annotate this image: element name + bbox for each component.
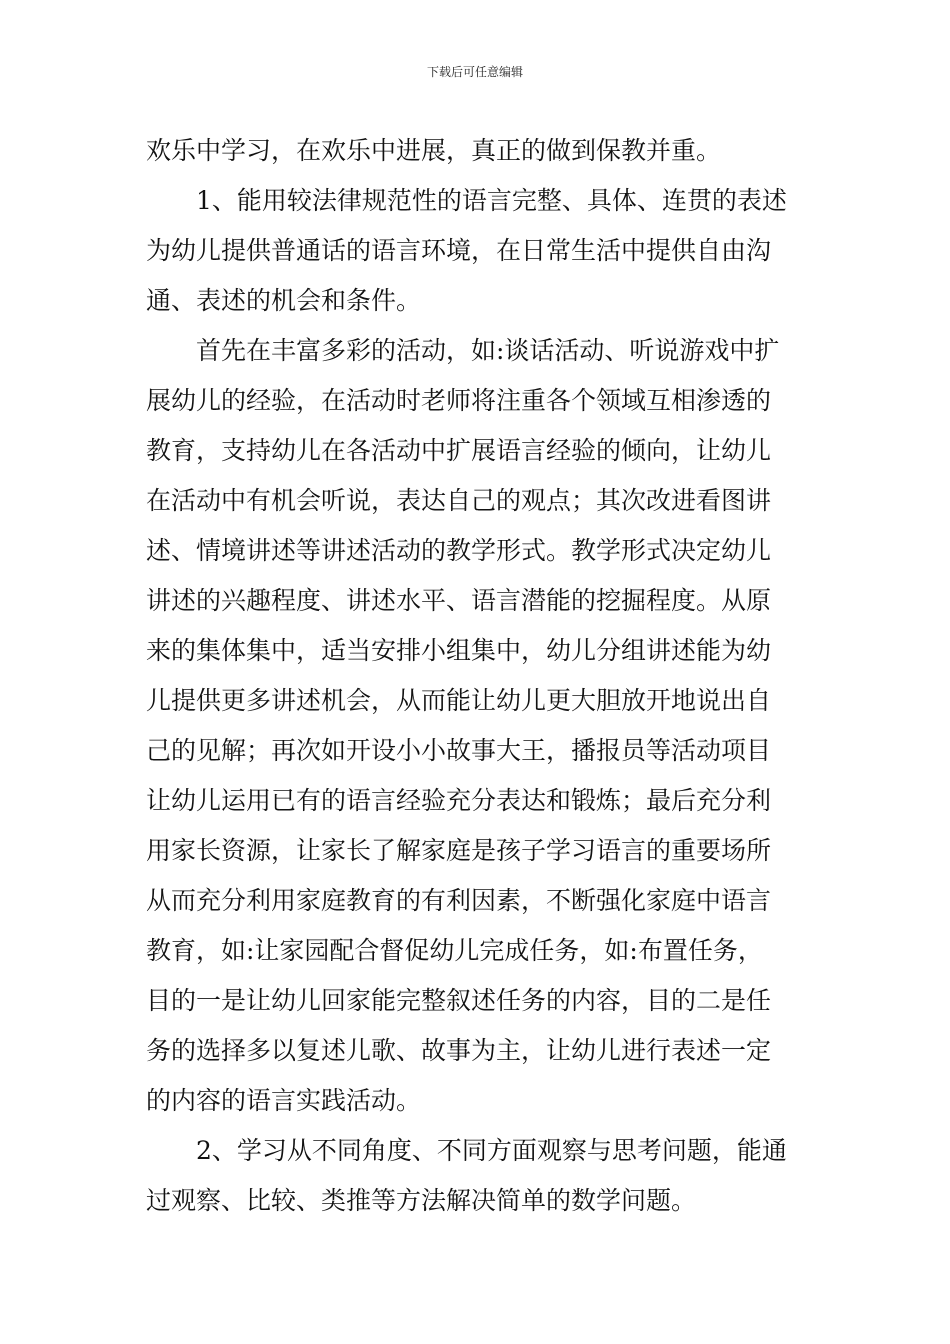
paragraph-start-line: 2、学习从不同角度、不同方面观察与思考问题，能通 [196,1136,787,1165]
text-line: 己的见解；再次如开设小小故事大王，播报员等活动项目 [146,736,772,765]
text-line: 通、表述的机会和条件。 [146,286,422,315]
text-line: 来的集体集中，适当安排小组集中，幼儿分组讲述能为幼 [146,636,772,665]
text-line: 务的选择多以复述儿歌、故事为主，让幼儿进行表述一定 [146,1036,772,1065]
paragraph-start-line: 1、能用较法律规范性的语言完整、具体、连贯的表述 [196,186,787,215]
text-line: 目的一是让幼儿回家能完整叙述任务的内容，目的二是任 [146,986,772,1015]
text-line: 过观察、比较、类推等方法解决简单的数学问题。 [146,1186,697,1215]
paragraph-start-line: 首先在丰富多彩的活动，如:谈话活动、听说游戏中扩 [196,336,780,365]
text-line: 展幼儿的经验，在活动时老师将注重各个领域互相渗透的 [146,386,772,415]
text-line: 从而充分利用家庭教育的有利因素，不断强化家庭中语言 [146,886,772,915]
text-line: 在活动中有机会听说，表达自己的观点；其次改进看图讲 [146,486,772,515]
page-header: 下载后可任意编辑 [426,65,523,79]
text-line: 为幼儿提供普通话的语言环境，在日常生活中提供自由沟 [146,236,772,265]
text-line: 教育，支持幼儿在各活动中扩展语言经验的倾向，让幼儿 [146,436,772,465]
text-line: 让幼儿运用已有的语言经验充分表达和锻炼；最后充分利 [146,786,772,815]
text-line: 用家长资源，让家长了解家庭是孩子学习语言的重要场所 [146,836,772,865]
text-line: 欢乐中学习，在欢乐中进展，真正的做到保教并重。 [146,136,722,165]
text-line: 儿提供更多讲述机会，从而能让幼儿更大胆放开地说出自 [146,686,772,715]
document-body [146,126,808,1226]
text-line: 教育，如:让家园配合督促幼儿完成任务，如:布置任务， [146,936,763,965]
text-line: 的内容的语言实践活动。 [146,1086,422,1115]
text-line: 讲述的兴趣程度、讲述水平、语言潜能的挖掘程度。从原 [146,586,772,615]
text-line: 述、情境讲述等讲述活动的教学形式。教学形式决定幼儿 [146,536,772,565]
